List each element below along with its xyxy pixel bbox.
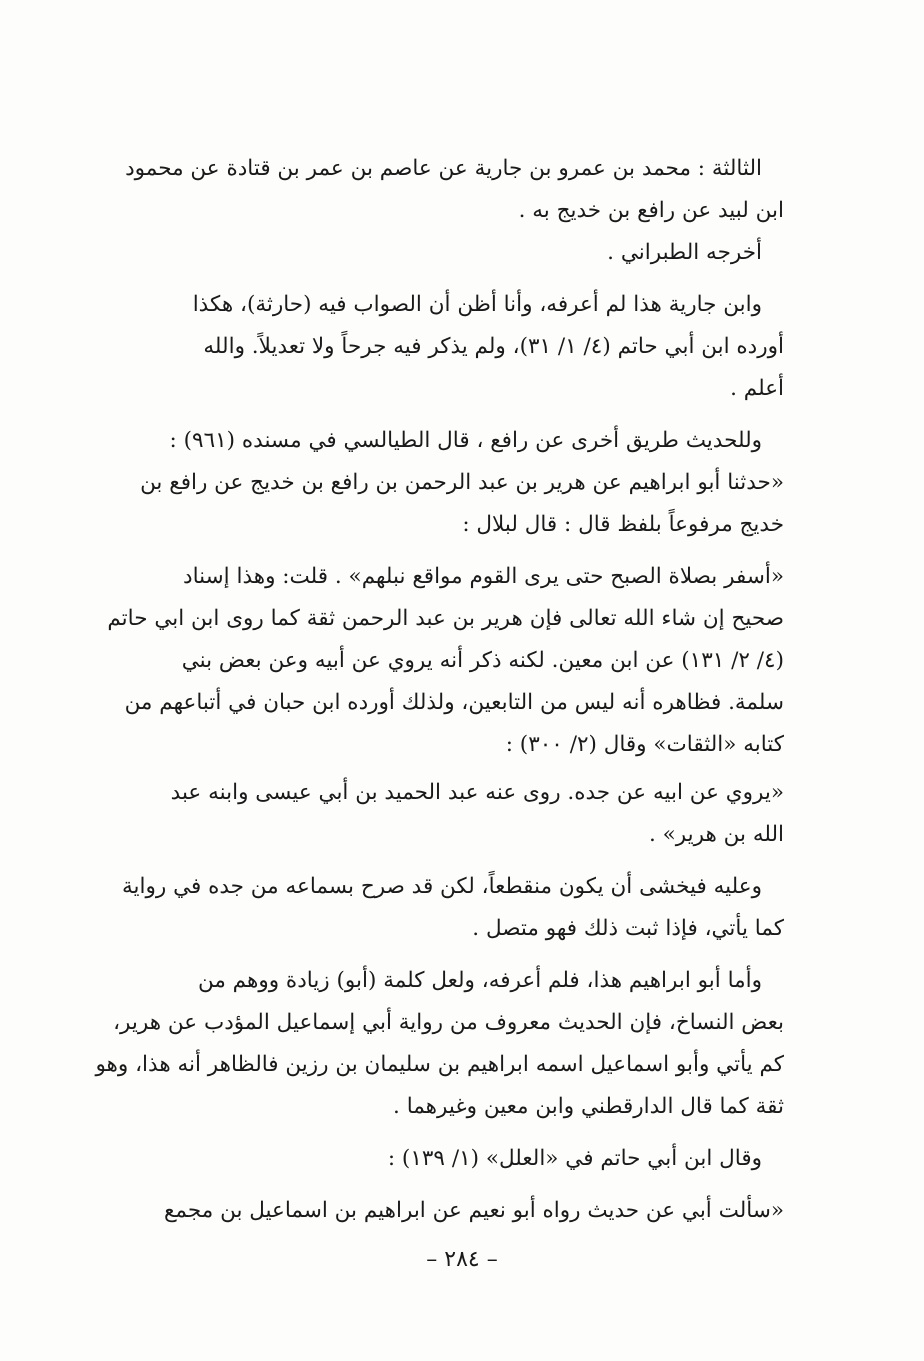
text-line: (٤/ ٢/ ١٣١) عن ابن معين. لكنه ذكر أنه يروي عن أبيه وعن بعض بني	[181, 648, 784, 673]
text-line: «أسفر بصلاة الصبح حتى يرى القوم مواقع نبلهم» . قلت: وهذا إسناد	[183, 564, 784, 589]
text-line: ابن لبيد عن رافع بن خديج به .	[518, 198, 784, 223]
text-line: صحيح إن شاء الله تعالى فإن هرير بن عبد الرحمن ثقة كما روى ابن ابي حاتم	[107, 606, 784, 631]
paragraph	[82, 866, 784, 950]
text-line: أخرجه الطبراني .	[607, 240, 762, 265]
text-line: سلمة. فظاهره أنه ليس من التابعين، ولذلك أورده ابن حبان في أتباعهم من	[124, 690, 784, 715]
text-line: «يروي عن ابيه عن جده. روى عنه عبد الحميد بن أبي عيسى وابنه عبد	[170, 780, 784, 805]
paragraph	[82, 772, 784, 856]
page-number: – ٢٨٤ –	[426, 1247, 498, 1272]
paragraph	[82, 556, 784, 766]
paragraph	[82, 960, 784, 1128]
text-line: وعليه فيخشى أن يكون منقطعاً، لكن قد صرح بسماعه من جده في رواية	[121, 874, 762, 899]
text-line: وللحديث طريق أخرى عن رافع ، قال الطيالسي في مسنده (٩٦١) :	[169, 428, 762, 453]
text-line: كم يأتي وأبو اسماعيل اسمه ابراهيم بن سليمان بن رزين فالظاهر أنه هذا، وهو	[95, 1052, 784, 1077]
text-line: وقال ابن أبي حاتم في «العلل» (١/ ١٣٩) :	[387, 1146, 762, 1171]
paragraph	[82, 1190, 784, 1232]
text-line: وأما أبو ابراهيم هذا، فلم أعرفه، ولعل كلمة (أبو) زيادة ووهم من	[197, 968, 762, 993]
text-line: كتابه «الثقات» وقال (٢/ ٣٠٠) :	[505, 732, 784, 757]
paragraph	[82, 420, 784, 546]
paragraph	[82, 1138, 784, 1180]
text-line: «حدثنا أبو ابراهيم عن هرير بن عبد الرحمن بن رافع بن خديج عن رافع بن	[140, 470, 784, 495]
text-line: الثالثة : محمد بن عمرو بن جارية عن عاصم بن عمر بن قتادة عن محمود	[125, 156, 762, 181]
text-line: كما يأتي، فإذا ثبت ذلك فهو متصل .	[472, 916, 784, 941]
text-line: أورده ابن أبي حاتم (٤/ ١/ ٣١)، ولم يذكر فيه جرحاً ولا تعديلاً. والله	[203, 334, 784, 359]
text-line: وابن جارية هذا لم أعرفه، وأنا أظن أن الصواب فيه (حارثة)، هكذا	[192, 292, 762, 317]
text-line: «سألت أبي عن حديث رواه أبو نعيم عن ابراهيم بن اسماعيل بن مجمع	[163, 1198, 784, 1223]
paragraph	[82, 148, 784, 274]
text-line: ثقة كما قال الدارقطني وابن معين وغيرهما .	[393, 1094, 784, 1119]
text-line: الله بن هرير» .	[648, 822, 784, 847]
text-line: أعلم .	[730, 376, 784, 401]
text-line: خديج مرفوعاً بلفظ قال : قال لبلال :	[462, 512, 784, 537]
paragraph	[82, 284, 784, 410]
text-line: بعض النساخ، فإن الحديث معروف من رواية أبي إسماعيل المؤدب عن هرير،	[113, 1010, 784, 1035]
body-text	[82, 148, 784, 1238]
